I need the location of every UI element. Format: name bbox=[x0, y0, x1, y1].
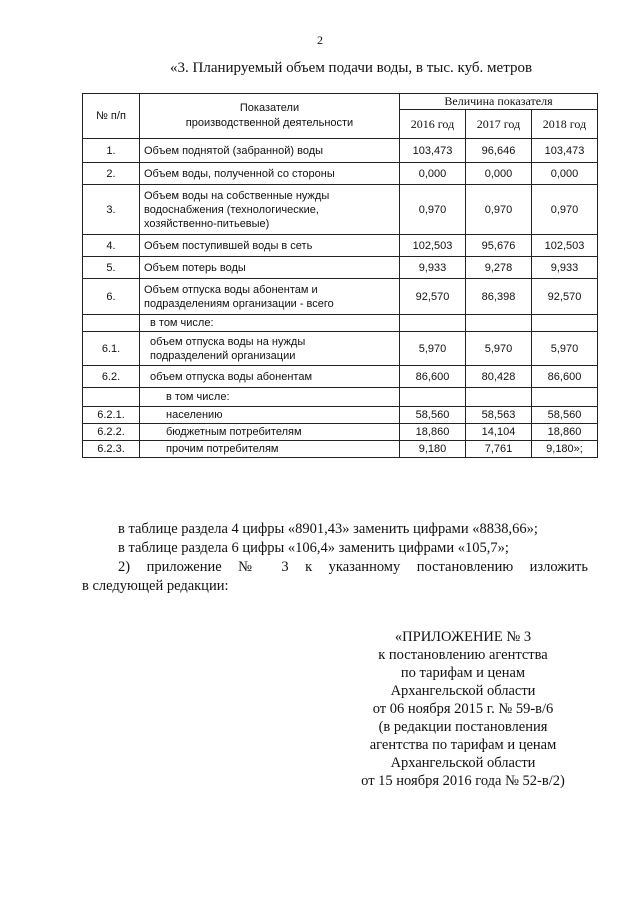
appendix-line: от 06 ноября 2015 г. № 59-в/6 bbox=[372, 701, 554, 717]
row-value-2017: 14,104 bbox=[466, 424, 532, 441]
table-row bbox=[83, 388, 598, 407]
column-header-year-2017: 2017 год bbox=[466, 110, 532, 139]
column-header-indicator bbox=[140, 94, 400, 139]
row-value-2018 bbox=[532, 315, 598, 332]
row-value-2016 bbox=[400, 315, 466, 332]
appendix-line: по тарифам и ценам bbox=[400, 665, 526, 681]
row-number: 5. bbox=[83, 257, 140, 279]
row-value-2018: 18,860 bbox=[532, 424, 598, 441]
appendix-line: (в редакции постановления bbox=[378, 719, 548, 735]
column-header-indicator-line2: производственной деятельности bbox=[185, 117, 354, 129]
row-indicator: Объем поступившей воды в сеть bbox=[140, 235, 400, 257]
table-row bbox=[83, 407, 598, 424]
row-number: 3. bbox=[83, 185, 140, 235]
row-indicator-line: хозяйственно-питьевые) bbox=[144, 217, 270, 230]
row-value-2017: 80,428 bbox=[466, 366, 532, 388]
row-indicator: бюджетным потребителям bbox=[140, 424, 400, 441]
table-row bbox=[83, 139, 598, 163]
row-value-2017: 5,970 bbox=[466, 332, 532, 366]
row-number: 2. bbox=[83, 163, 140, 185]
row-value-2016: 9,933 bbox=[400, 257, 466, 279]
appendix-line: к постановлению агентства bbox=[378, 647, 548, 663]
table-row bbox=[83, 279, 598, 315]
row-value-2016: 0,970 bbox=[400, 185, 466, 235]
row-indicator-line: подразделений организации bbox=[150, 349, 296, 362]
row-value-2018: 5,970 bbox=[532, 332, 598, 366]
row-indicator: Объем воды, полученной со стороны bbox=[140, 163, 400, 185]
table-row bbox=[83, 424, 598, 441]
row-indicator-line: Объем отпуска воды абонентам и bbox=[144, 283, 318, 296]
row-value-2017: 7,761 bbox=[466, 441, 532, 458]
row-value-2016: 9,180 bbox=[400, 441, 466, 458]
row-value-2017: 0,970 bbox=[466, 185, 532, 235]
row-subheading: в том числе: bbox=[140, 388, 400, 407]
row-value-2017 bbox=[466, 315, 532, 332]
row-value-2018: 103,473 bbox=[532, 139, 598, 163]
column-header-number: № п/п bbox=[83, 94, 140, 139]
row-value-2016: 18,860 bbox=[400, 424, 466, 441]
amendment-paragraph-1: в таблице раздела 4 цифры «8901,43» заменить цифрами «8838,66»; bbox=[118, 521, 538, 537]
appendix-line: Архангельской области bbox=[390, 683, 536, 699]
row-value-2016: 0,000 bbox=[400, 163, 466, 185]
amendment-paragraph-3: 2) приложение № 3 к указанному постановлению изложить bbox=[118, 559, 588, 575]
appendix-line: от 15 ноября 2016 года № 52-в/2) bbox=[361, 773, 565, 789]
column-header-indicator-line1: Показатели bbox=[239, 102, 300, 114]
row-value-2017: 95,676 bbox=[466, 235, 532, 257]
column-header-value: Величина показателя bbox=[400, 94, 598, 110]
row-indicator-line: подразделениям организации - всего bbox=[144, 297, 334, 310]
column-header-year-2018: 2018 год bbox=[532, 110, 598, 139]
row-indicator: Объем поднятой (забранной) воды bbox=[140, 139, 400, 163]
amendment-paragraph-3-continuation: в следующей редакции: bbox=[82, 578, 229, 594]
row-number: 6.2.2. bbox=[83, 424, 140, 441]
row-value-2018: 0,000 bbox=[532, 163, 598, 185]
row-number: 6.1. bbox=[83, 332, 140, 366]
table-row bbox=[83, 163, 598, 185]
column-header-year-2016: 2016 год bbox=[400, 110, 466, 139]
amendment-paragraph-2: в таблице раздела 6 цифры «106,4» заменить цифрами «105,7»; bbox=[118, 540, 509, 556]
row-indicator-line: Объем воды на собственные нужды bbox=[144, 189, 330, 202]
row-value-2016: 103,473 bbox=[400, 139, 466, 163]
row-value-2018: 102,503 bbox=[532, 235, 598, 257]
section-heading: «3. Планируемый объем подачи воды, в тыс. куб. метров bbox=[170, 60, 533, 76]
appendix-line: Архангельской области bbox=[390, 755, 536, 771]
row-number: 6.2.3. bbox=[83, 441, 140, 458]
row-value-2018: 9,180»; bbox=[532, 441, 598, 458]
row-value-2018 bbox=[532, 388, 598, 407]
row-number bbox=[83, 315, 140, 332]
row-value-2016: 86,600 bbox=[400, 366, 466, 388]
row-value-2018: 0,970 bbox=[532, 185, 598, 235]
row-number: 6.2.1. bbox=[83, 407, 140, 424]
water-supply-table bbox=[82, 93, 598, 458]
row-number bbox=[83, 388, 140, 407]
row-indicator-line: объем отпуска воды на нужды bbox=[150, 335, 306, 348]
row-subheading: в том числе: bbox=[140, 315, 400, 332]
row-value-2016: 92,570 bbox=[400, 279, 466, 315]
row-value-2017: 0,000 bbox=[466, 163, 532, 185]
row-value-2018: 86,600 bbox=[532, 366, 598, 388]
row-value-2016: 5,970 bbox=[400, 332, 466, 366]
row-indicator: Объем потерь воды bbox=[140, 257, 400, 279]
table-row bbox=[83, 315, 598, 332]
page-number: 2 bbox=[317, 33, 323, 47]
row-value-2018: 9,933 bbox=[532, 257, 598, 279]
appendix-line: «ПРИЛОЖЕНИЕ № 3 bbox=[394, 629, 532, 645]
row-value-2016 bbox=[400, 388, 466, 407]
row-value-2017: 58,563 bbox=[466, 407, 532, 424]
row-value-2016: 102,503 bbox=[400, 235, 466, 257]
row-number: 6.2. bbox=[83, 366, 140, 388]
table-row bbox=[83, 366, 598, 388]
row-number: 6. bbox=[83, 279, 140, 315]
appendix-header bbox=[318, 628, 608, 790]
row-number: 1. bbox=[83, 139, 140, 163]
row-indicator bbox=[140, 279, 400, 315]
row-value-2017 bbox=[466, 388, 532, 407]
row-indicator bbox=[140, 332, 400, 366]
row-value-2016: 58,560 bbox=[400, 407, 466, 424]
appendix-line: агентства по тарифам и ценам bbox=[369, 737, 557, 753]
row-indicator: объем отпуска воды абонентам bbox=[140, 366, 400, 388]
row-value-2018: 58,560 bbox=[532, 407, 598, 424]
row-indicator bbox=[140, 185, 400, 235]
table-row bbox=[83, 235, 598, 257]
row-number: 4. bbox=[83, 235, 140, 257]
row-indicator-line: водоснабжения (технологические, bbox=[144, 203, 319, 216]
row-value-2017: 9,278 bbox=[466, 257, 532, 279]
row-value-2017: 96,646 bbox=[466, 139, 532, 163]
row-indicator: прочим потребителям bbox=[140, 441, 400, 458]
row-value-2018: 92,570 bbox=[532, 279, 598, 315]
row-indicator: населению bbox=[140, 407, 400, 424]
table-row bbox=[83, 332, 598, 366]
row-value-2017: 86,398 bbox=[466, 279, 532, 315]
table-row bbox=[83, 441, 598, 458]
table-row bbox=[83, 257, 598, 279]
table-header-row bbox=[83, 94, 598, 110]
table-row bbox=[83, 185, 598, 235]
